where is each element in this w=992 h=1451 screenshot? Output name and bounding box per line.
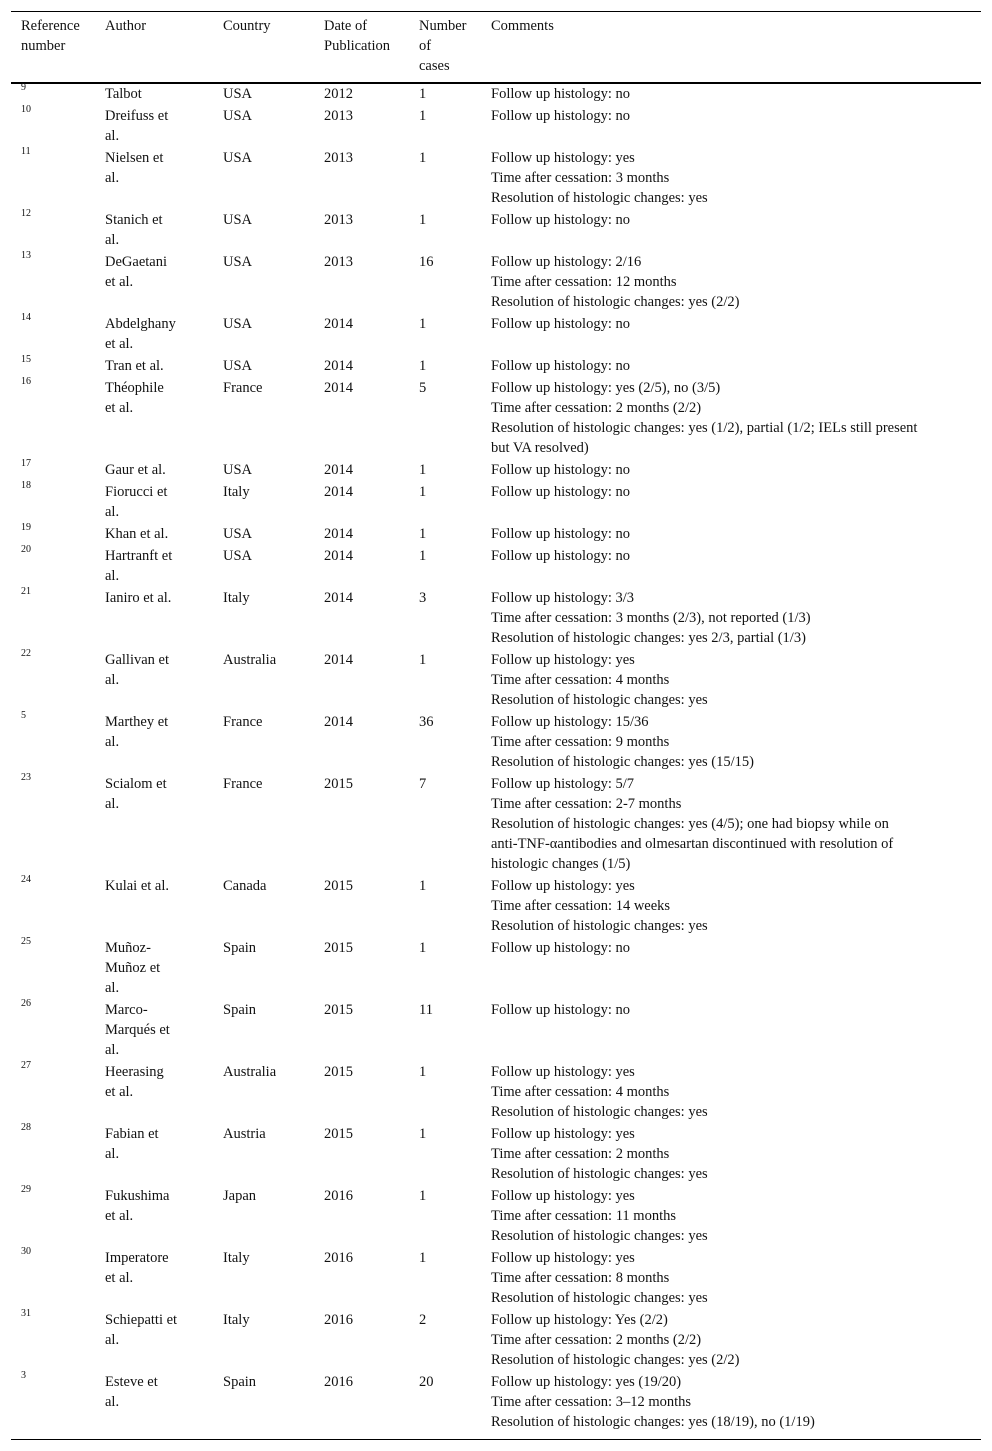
cell-reference: 19 — [21, 522, 31, 533]
cell-country: USA — [223, 462, 253, 478]
cell-comments — [481, 1122, 981, 1184]
comment-line: Resolution of histologic changes: yes (18/19), no (1/19) — [491, 1414, 815, 1430]
comment-line: Time after cessation: 11 months — [491, 1208, 676, 1224]
comment-line: Resolution of histologic changes: yes (1/2), partial (1/2; IELs still present — [491, 420, 918, 436]
comment-line: Resolution of histologic changes: yes — [491, 918, 708, 934]
cell-author — [95, 250, 213, 312]
author-line: Marqués et — [105, 1022, 170, 1038]
cell-comments — [481, 1308, 981, 1370]
cell-comments — [481, 312, 981, 354]
author-line: al. — [105, 568, 120, 584]
cell-reference: 26 — [21, 998, 31, 1009]
author-line: al. — [105, 1146, 120, 1162]
author-line: Marco- — [105, 1002, 148, 1018]
cell-reference: 20 — [21, 544, 31, 555]
table-row — [11, 146, 981, 208]
table-row — [11, 312, 981, 354]
cell-author — [95, 354, 213, 376]
author-line: Scialom et — [105, 776, 167, 792]
author-line: al. — [105, 128, 120, 144]
cell-reference: 5 — [21, 710, 26, 721]
cell-year: 2013 — [324, 150, 353, 166]
cell-year: 2014 — [324, 484, 353, 500]
header-line: Comments — [491, 18, 554, 34]
comment-line: Time after cessation: 8 months — [491, 1270, 670, 1286]
cell-comments — [481, 710, 981, 772]
cell-comments — [481, 936, 981, 998]
cell-cases: 1 — [419, 86, 427, 102]
comment-line: Follow up histology: 2/16 — [491, 254, 642, 270]
header-line: Publication — [324, 38, 391, 54]
comment-line: Time after cessation: 4 months — [491, 672, 670, 688]
author-line: Schiepatti et — [105, 1312, 178, 1328]
cell-comments — [481, 1184, 981, 1246]
cell-cases: 1 — [419, 484, 427, 500]
cell-cases: 1 — [419, 462, 427, 478]
cell-cases: 1 — [419, 358, 427, 374]
header-author — [95, 11, 213, 82]
comment-line: Resolution of histologic changes: yes — [491, 1228, 708, 1244]
comment-line: Resolution of histologic changes: yes — [491, 1290, 708, 1306]
comment-line: Follow up histology: no — [491, 358, 630, 374]
cell-cases: 5 — [419, 380, 427, 396]
cell-year: 2016 — [324, 1312, 353, 1328]
cell-year: 2016 — [324, 1188, 353, 1204]
comment-line: Follow up histology: no — [491, 940, 630, 956]
author-line: al. — [105, 796, 120, 812]
table-row — [11, 998, 981, 1060]
comment-line: Resolution of histologic changes: yes — [491, 1166, 708, 1182]
comment-line: Follow up histology: yes — [491, 150, 635, 166]
author-line: et al. — [105, 400, 134, 416]
table-row — [11, 208, 981, 250]
table-row — [11, 82, 981, 104]
cell-author — [95, 1060, 213, 1122]
comment-line: Time after cessation: 2 months — [491, 1146, 670, 1162]
cell-year: 2016 — [324, 1374, 353, 1390]
cell-country: Italy — [223, 1250, 250, 1266]
comment-line: Resolution of histologic changes: yes — [491, 190, 708, 206]
author-line: Marthey et — [105, 714, 169, 730]
cell-reference: 16 — [21, 376, 31, 387]
cell-year: 2014 — [324, 526, 353, 542]
cell-author — [95, 1370, 213, 1432]
cell-reference: 27 — [21, 1060, 31, 1071]
author-line: et al. — [105, 1208, 134, 1224]
table-row — [11, 522, 981, 544]
cell-comments — [481, 354, 981, 376]
cell-reference: 13 — [21, 250, 31, 261]
cell-cases: 7 — [419, 776, 427, 792]
cell-country: USA — [223, 86, 253, 102]
cell-year: 2016 — [324, 1250, 353, 1266]
table-row — [11, 544, 981, 586]
cell-author — [95, 480, 213, 522]
comment-line: Resolution of histologic changes: yes (15/15) — [491, 754, 754, 770]
cell-cases: 1 — [419, 1250, 427, 1266]
cell-country: Italy — [223, 1312, 250, 1328]
cell-cases: 16 — [419, 254, 434, 270]
comment-line: Follow up histology: 5/7 — [491, 776, 635, 792]
author-line: Imperatore — [105, 1250, 169, 1266]
author-line: Gaur et al. — [105, 462, 166, 478]
cell-cases: 1 — [419, 652, 427, 668]
table-row — [11, 1246, 981, 1308]
comment-line: Follow up histology: yes — [491, 1250, 635, 1266]
author-line: al. — [105, 170, 120, 186]
cell-country: Spain — [223, 1374, 257, 1390]
comment-line: Time after cessation: 2 months (2/2) — [491, 400, 702, 416]
cell-year: 2014 — [324, 548, 353, 564]
cell-cases: 1 — [419, 1126, 427, 1142]
cell-year: 2015 — [324, 940, 353, 956]
table-row — [11, 648, 981, 710]
cell-reference: 30 — [21, 1246, 31, 1257]
author-line: Fiorucci et — [105, 484, 168, 500]
cell-comments — [481, 1370, 981, 1432]
comment-line: Follow up histology: yes (2/5), no (3/5) — [491, 380, 721, 396]
author-line: Fabian et — [105, 1126, 159, 1142]
comment-line: Resolution of histologic changes: yes — [491, 1104, 708, 1120]
comment-line: Follow up histology: yes — [491, 878, 635, 894]
cell-country: USA — [223, 526, 253, 542]
table-row — [11, 250, 981, 312]
cell-country: Canada — [223, 878, 267, 894]
cell-author — [95, 586, 213, 648]
data-table-container — [11, 11, 981, 1432]
cell-comments — [481, 544, 981, 586]
comment-line: Resolution of histologic changes: yes (4/5); one had biopsy while on — [491, 816, 889, 832]
author-line: al. — [105, 232, 120, 248]
cell-cases: 36 — [419, 714, 434, 730]
comment-line: Time after cessation: 3 months — [491, 170, 670, 186]
olmesartan-cases-table — [11, 11, 981, 1432]
cell-reference: 15 — [21, 354, 31, 365]
comment-line: Follow up histology: no — [491, 108, 630, 124]
cell-cases: 1 — [419, 548, 427, 564]
table-row — [11, 480, 981, 522]
comment-line: Follow up histology: yes (19/20) — [491, 1374, 682, 1390]
comment-line: Follow up histology: 15/36 — [491, 714, 649, 730]
cell-comments — [481, 648, 981, 710]
author-line: Esteve et — [105, 1374, 158, 1390]
author-line: et al. — [105, 274, 134, 290]
cell-year: 2014 — [324, 714, 353, 730]
cell-reference: 14 — [21, 312, 31, 323]
cell-year: 2013 — [324, 212, 353, 228]
comment-line: Time after cessation: 4 months — [491, 1084, 670, 1100]
comment-line: anti-TNF-αantibodies and olmesartan discontinued with resolution of — [491, 836, 894, 852]
cell-country: USA — [223, 358, 253, 374]
header-line: Date of — [324, 18, 368, 34]
cell-country: Australia — [223, 1064, 277, 1080]
comment-line: Time after cessation: 2-7 months — [491, 796, 682, 812]
cell-comments — [481, 104, 981, 146]
author-line: Dreifuss et — [105, 108, 169, 124]
cell-cases: 20 — [419, 1374, 434, 1390]
header-number-of-cases — [409, 11, 481, 82]
author-line: DeGaetani — [105, 254, 167, 270]
cell-reference: 28 — [21, 1122, 31, 1133]
cell-cases: 3 — [419, 590, 427, 606]
cell-reference: 29 — [21, 1184, 31, 1195]
comment-line: Follow up histology: no — [491, 484, 630, 500]
header-line: Author — [105, 18, 147, 34]
table-row — [11, 772, 981, 874]
author-line: Abdelghany — [105, 316, 176, 332]
cell-author — [95, 1122, 213, 1184]
comment-line: histologic changes (1/5) — [491, 856, 631, 872]
cell-reference: 10 — [21, 104, 31, 115]
cell-reference: 31 — [21, 1308, 31, 1319]
cell-comments — [481, 208, 981, 250]
cell-reference: 12 — [21, 208, 31, 219]
cell-comments — [481, 998, 981, 1060]
header-country — [213, 11, 314, 82]
header-line: Country — [223, 18, 271, 34]
comment-line: Follow up histology: no — [491, 462, 630, 478]
cell-cases: 1 — [419, 316, 427, 332]
cell-year: 2012 — [324, 86, 353, 102]
cell-reference: 18 — [21, 480, 31, 491]
header-line: of — [419, 38, 432, 54]
cell-reference: 21 — [21, 586, 31, 597]
cell-comments — [481, 250, 981, 312]
cell-author — [95, 146, 213, 208]
cell-year: 2015 — [324, 776, 353, 792]
cell-comments — [481, 772, 981, 874]
cell-author — [95, 1184, 213, 1246]
comment-line: Follow up histology: no — [491, 316, 630, 332]
cell-comments — [481, 146, 981, 208]
header-comments — [481, 11, 981, 82]
cell-cases: 1 — [419, 108, 427, 124]
table-row — [11, 1122, 981, 1184]
cell-cases: 1 — [419, 1188, 427, 1204]
table-row — [11, 1308, 981, 1370]
cell-year: 2013 — [324, 254, 353, 270]
cell-author — [95, 312, 213, 354]
author-line: Stanich et — [105, 212, 163, 228]
table-row — [11, 354, 981, 376]
cell-country: France — [223, 776, 263, 792]
cell-year: 2014 — [324, 380, 353, 396]
cell-country: Australia — [223, 652, 277, 668]
cell-reference: 24 — [21, 874, 31, 885]
cell-cases: 1 — [419, 212, 427, 228]
cell-cases: 11 — [419, 1002, 433, 1018]
cell-year: 2015 — [324, 878, 353, 894]
comment-line: Time after cessation: 3–12 months — [491, 1394, 692, 1410]
header-date-of-publication — [314, 11, 409, 82]
cell-author — [95, 772, 213, 874]
cell-comments — [481, 586, 981, 648]
author-line: Théophile — [105, 380, 164, 396]
author-line: Hartranft et — [105, 548, 173, 564]
author-line: et al. — [105, 1270, 134, 1286]
cell-comments — [481, 376, 981, 458]
cell-comments — [481, 458, 981, 480]
cell-author — [95, 458, 213, 480]
cell-country: France — [223, 380, 263, 396]
comment-line: Follow up histology: no — [491, 212, 630, 228]
cell-country: Spain — [223, 1002, 257, 1018]
cell-country: USA — [223, 212, 253, 228]
comment-line: Follow up histology: yes — [491, 652, 635, 668]
author-line: Kulai et al. — [105, 878, 170, 894]
cell-cases: 1 — [419, 940, 427, 956]
comment-line: Follow up histology: yes — [491, 1064, 635, 1080]
comment-line: Time after cessation: 2 months (2/2) — [491, 1332, 702, 1348]
cell-cases: 1 — [419, 526, 427, 542]
header-reference-number — [11, 11, 95, 82]
author-line: et al. — [105, 336, 134, 352]
comment-line: Follow up histology: no — [491, 1002, 630, 1018]
table-row — [11, 1370, 981, 1432]
cell-author — [95, 544, 213, 586]
comment-line: Follow up histology: 3/3 — [491, 590, 635, 606]
table-body — [11, 82, 981, 1432]
cell-author — [95, 1246, 213, 1308]
comment-line: but VA resolved) — [491, 440, 589, 456]
cell-country: Italy — [223, 484, 250, 500]
comment-line: Follow up histology: no — [491, 548, 630, 564]
comment-line: Time after cessation: 9 months — [491, 734, 670, 750]
author-line: Ianiro et al. — [105, 590, 172, 606]
author-line: al. — [105, 734, 120, 750]
cell-year: 2014 — [324, 358, 353, 374]
comment-line: Time after cessation: 12 months — [491, 274, 677, 290]
cell-reference: 25 — [21, 936, 31, 947]
author-line: al. — [105, 1042, 120, 1058]
comment-line: Resolution of histologic changes: yes (2/2) — [491, 1352, 740, 1368]
comment-line: Follow up histology: yes — [491, 1188, 635, 1204]
author-line: Gallivan et — [105, 652, 170, 668]
author-line: Khan et al. — [105, 526, 169, 542]
cell-year: 2014 — [324, 462, 353, 478]
cell-cases: 1 — [419, 878, 427, 894]
cell-year: 2014 — [324, 316, 353, 332]
cell-country: USA — [223, 548, 253, 564]
cell-author — [95, 82, 213, 104]
author-line: Nielsen et — [105, 150, 164, 166]
cell-author — [95, 1308, 213, 1370]
table-row — [11, 104, 981, 146]
table-row — [11, 458, 981, 480]
table-row — [11, 376, 981, 458]
cell-reference: 3 — [21, 1370, 26, 1381]
cell-country: France — [223, 714, 263, 730]
header-line: number — [21, 38, 66, 54]
comment-line: Resolution of histologic changes: yes — [491, 692, 708, 708]
cell-year: 2015 — [324, 1002, 353, 1018]
cell-comments — [481, 480, 981, 522]
comment-line: Follow up histology: Yes (2/2) — [491, 1312, 668, 1328]
author-line: Fukushima — [105, 1188, 170, 1204]
header-line: cases — [419, 58, 450, 74]
cell-year: 2014 — [324, 590, 353, 606]
cell-country: USA — [223, 108, 253, 124]
cell-reference: 11 — [21, 146, 31, 157]
cell-author — [95, 710, 213, 772]
cell-reference: 22 — [21, 648, 31, 659]
cell-country: USA — [223, 150, 253, 166]
cell-country: Japan — [223, 1188, 257, 1204]
table-row — [11, 586, 981, 648]
header-line: Reference — [21, 18, 80, 34]
cell-author — [95, 104, 213, 146]
cell-country: USA — [223, 316, 253, 332]
comment-line: Time after cessation: 14 weeks — [491, 898, 671, 914]
cell-country: USA — [223, 254, 253, 270]
table-row — [11, 936, 981, 998]
comment-line: Resolution of histologic changes: yes (2/2) — [491, 294, 740, 310]
comment-line: Follow up histology: yes — [491, 1126, 635, 1142]
cell-year: 2014 — [324, 652, 353, 668]
author-line: al. — [105, 1332, 120, 1348]
cell-author — [95, 936, 213, 998]
author-line: Muñoz- — [105, 940, 151, 956]
author-line: et al. — [105, 1084, 134, 1100]
cell-comments — [481, 1246, 981, 1308]
cell-author — [95, 874, 213, 936]
author-line: al. — [105, 980, 120, 996]
cell-country: Italy — [223, 590, 250, 606]
cell-comments — [481, 522, 981, 544]
cell-cases: 1 — [419, 1064, 427, 1080]
author-line: Talbot — [105, 86, 142, 102]
cell-cases: 1 — [419, 150, 427, 166]
cell-reference: 23 — [21, 772, 31, 783]
cell-reference: 17 — [21, 458, 31, 469]
cell-comments — [481, 874, 981, 936]
table-row — [11, 874, 981, 936]
cell-author — [95, 648, 213, 710]
comment-line: Resolution of histologic changes: yes 2/3, partial (1/3) — [491, 630, 806, 646]
table-header — [11, 11, 981, 82]
author-line: al. — [105, 1394, 120, 1410]
comment-line: Follow up histology: no — [491, 86, 630, 102]
cell-author — [95, 522, 213, 544]
table-row — [11, 1060, 981, 1122]
cell-year: 2015 — [324, 1064, 353, 1080]
cell-author — [95, 208, 213, 250]
cell-author — [95, 998, 213, 1060]
comment-line: Time after cessation: 3 months (2/3), not reported (1/3) — [491, 610, 811, 626]
author-line: Heerasing — [105, 1064, 164, 1080]
cell-year: 2015 — [324, 1126, 353, 1142]
cell-country: Spain — [223, 940, 257, 956]
cell-comments — [481, 82, 981, 104]
author-line: al. — [105, 672, 120, 688]
cell-year: 2013 — [324, 108, 353, 124]
cell-author — [95, 376, 213, 458]
header-row — [11, 11, 981, 82]
comment-line: Follow up histology: no — [491, 526, 630, 542]
cell-country: Austria — [223, 1126, 266, 1142]
author-line: al. — [105, 504, 120, 520]
author-line: Muñoz et — [105, 960, 161, 976]
cell-reference: 9 — [21, 82, 26, 93]
table-row — [11, 710, 981, 772]
table-row — [11, 1184, 981, 1246]
cell-cases: 2 — [419, 1312, 427, 1328]
author-line: Tran et al. — [105, 358, 164, 374]
cell-comments — [481, 1060, 981, 1122]
header-line: Number — [419, 18, 467, 34]
table-bottom-rule — [11, 1439, 981, 1440]
